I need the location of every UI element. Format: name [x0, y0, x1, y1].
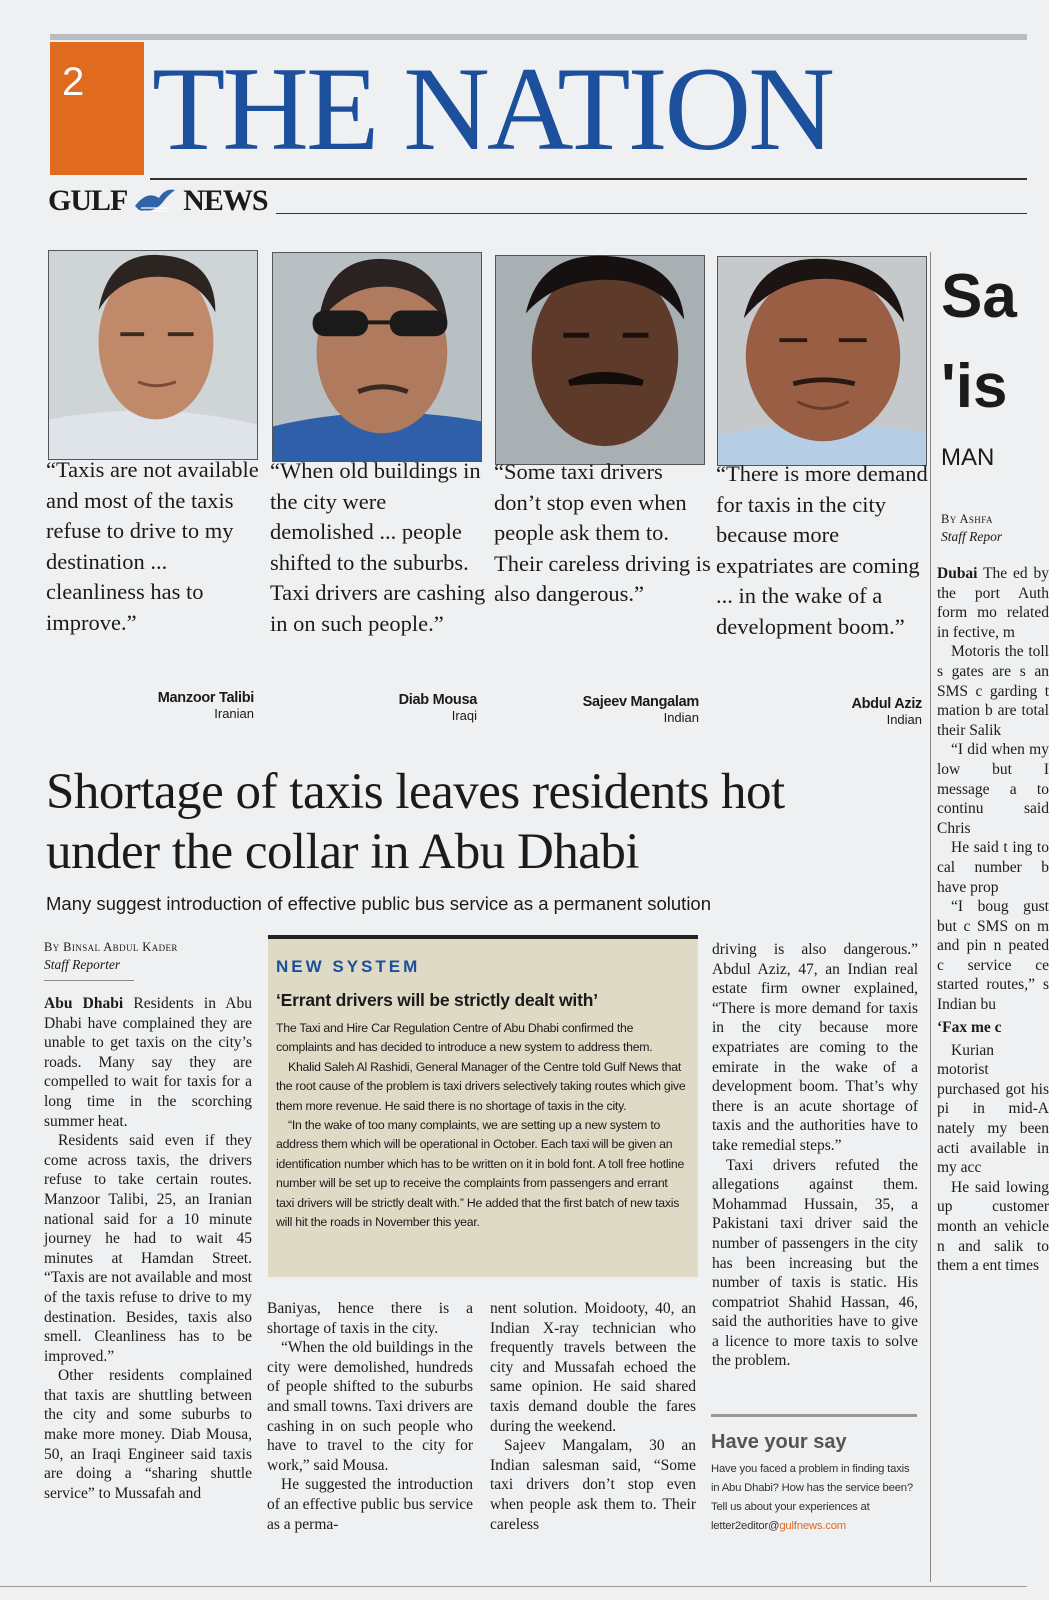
- brand-rule: [276, 213, 1027, 214]
- side-story-subhead: ‘Fax me c: [937, 1018, 1002, 1036]
- person-name: Sajeev Mangalam: [582, 694, 699, 710]
- section-rule: [150, 178, 1027, 180]
- byline-rule: [44, 980, 134, 981]
- paragraph: Other residents complained that taxis are shuttling between the city and some suburbs to make more money. Diab Mousa, 50, an Iraqi Engineer said taxis are doing a “sharing shuttle service” to Mussafah and: [44, 1367, 252, 1502]
- paragraph: Taxi drivers refuted the allegations against them. Mohammad Hussain, 35, a Pakistani taxi driver said the number of passengers in the city has been increasing but the number of taxis is static. His compatriot Shahid Hassan, 46, said the authorities have to give a licence to more taxis to solve the problem.: [712, 1156, 918, 1370]
- paragraph: Abu Dhabi Residents in Abu Dhabi have complained they are unable to get taxis on the city’s roads. Many say they are compelled to wait for taxis for a long time in the scorching summer heat.: [44, 995, 253, 1130]
- pullquote-2: “When old buildings in the city were demolished ... people shifted to the suburbs. Taxi drivers are cashing in on such people.”: [270, 458, 486, 636]
- paragraph: “When the old buildings in the city were demolished, hundreds of people shifted to the suburbs and small towns. Taxi drivers are cashing in on such people who have to travel to the city for work,” said Mousa.: [267, 1339, 473, 1474]
- have-your-say-box: [711, 1414, 917, 1536]
- attribution-3: [489, 694, 699, 725]
- new-system-box: [268, 935, 698, 1277]
- side-story-deck: MAN: [941, 444, 995, 471]
- attribution-1: [44, 690, 254, 721]
- box-paragraph: Khalid Saleh Al Rashidi, General Manager of the Centre told Gulf News that the root cause of the problem is taxi drivers selectively taking routes which give them more revenue. He said there is no shortage of taxis in the city.: [276, 1059, 686, 1113]
- article-column-2: [267, 1299, 473, 1534]
- pullquote-1: “Taxis are not available and most of the taxis refuse to drive to my destination ... cleanliness has to improve.”: [46, 457, 259, 635]
- paragraph: “I boug gust but c SMS on m and pin n peated c service ce started routes,” s Indian bu: [937, 898, 1049, 1014]
- paragraph: Dubai The ed by the port Auth form mo related in fective, m: [937, 565, 1049, 641]
- person-name: Manzoor Talibi: [157, 690, 254, 706]
- contact-email[interactable]: letter2editor@gulfnews.com: [711, 1520, 846, 1532]
- dateline: Abu Dhabi: [44, 995, 124, 1012]
- section-title: THE NATION: [152, 42, 832, 175]
- article-column-1: [44, 994, 252, 1503]
- have-your-say-text: Have you faced a problem in finding taxis in Abu Dhabi? How has the service been? Tell us about your experiences at letter2editor@gulfnews.com: [711, 1463, 913, 1532]
- pullquote-3: “Some taxi drivers don’t stop even when people ask them to. Their careless driving is also dangerous.”: [494, 459, 711, 606]
- brand-right: NEWS: [183, 184, 268, 217]
- paragraph: nent solution. Moidooty, 40, an Indian X-ray technician who frequently travels between the city and Mussafah echoed the same opinion. He said shared taxis demand double the fares during the weekend.: [490, 1300, 696, 1435]
- person-nationality: Indian: [886, 712, 922, 727]
- paragraph: Residents said even if they come across taxis, the drivers refuse to take certain routes. Manzoor Talibi, 25, an Iranian national said for a 10 minute journey he had to wait 45 minutes at Hamdan Street. “Taxis are not available and most of the taxis refuse to drive to my destination. Besides, taxis also smell. Cleanliness has to be improved.”: [44, 1132, 252, 1365]
- person-nationality: Iraqi: [451, 708, 477, 723]
- attribution-2: [267, 692, 477, 723]
- brand-logo: [48, 184, 268, 218]
- bottom-rule: [0, 1586, 1027, 1587]
- paragraph: Motoris the toll s gates are s an SMS c garding t mation b are total their Salik: [937, 643, 1049, 739]
- falcon-icon: [133, 186, 177, 216]
- byline: By Binsal Abdul Kader: [44, 940, 178, 954]
- side-story-headline: Sa 'is: [941, 262, 1017, 421]
- brand-left: GULF: [48, 184, 127, 217]
- box-body: [276, 1019, 688, 1232]
- paragraph: “I did when my low but I message a to continu said Chris: [937, 741, 1049, 837]
- article-column-4: [712, 940, 918, 1371]
- pullquote-4: “There is more demand for taxis in the city because more expatriates are coming ... in the wake of a development boom.”: [716, 461, 928, 639]
- page-number: 2: [50, 42, 144, 175]
- article-column-3: [490, 1299, 696, 1534]
- person-nationality: Iranian: [214, 706, 254, 721]
- paragraph: He said lowing up customer month an vehicle n and salik to them a ent times: [937, 1178, 1049, 1275]
- column-divider: [930, 252, 931, 1582]
- paragraph: driving is also dangerous.” Abdul Aziz, 47, an Indian real estate firm owner explained, “There is more demand for taxis in the city because more expatriates are coming to the emirate in the wake of a development boom. That’s why there is an acute shortage of taxis and the authorities have to take remedial steps.”: [712, 941, 918, 1154]
- have-your-say-title: Have your say: [711, 1431, 847, 1453]
- article-headline: Shortage of taxis leaves residents hot under the collar in Abu Dhabi: [46, 764, 785, 880]
- box-paragraph: “In the wake of too many complaints, we are setting up a new system to address them which will be operational in October. Each taxi will be given an identification number which has to be written on it in bold font. A toll free hotline number will be set up to receive the complaints from passengers and errant taxi drivers will be strictly dealt with.” He added that the first batch of new taxis will hit the roads in November this year.: [276, 1118, 685, 1230]
- side-story-column: [937, 564, 1049, 1594]
- box-title: ‘Errant drivers will be strictly dealt with’: [276, 990, 598, 1010]
- box-paragraph: The Taxi and Hire Car Regulation Centre of Abu Dhabi confirmed the complaints and has decided to introduce a new system to address them.: [276, 1021, 653, 1055]
- portrait-photo-1: [48, 250, 258, 460]
- paragraph: He suggested the introduction of an effective public bus service as a perma-: [267, 1476, 473, 1533]
- box-kicker: NEW SYSTEM: [276, 957, 421, 976]
- attribution-4: [712, 696, 922, 727]
- paragraph: Baniyas, hence there is a shortage of taxis in the city.: [267, 1300, 473, 1337]
- portrait-photo-3: [495, 255, 705, 465]
- paragraph: Sajeev Mangalam, 30 an Indian salesman said, “Some taxi drivers don’t stop even when people ask them to. Their careless: [490, 1437, 696, 1533]
- person-name: Diab Mousa: [398, 692, 477, 708]
- person-name: Abdul Aziz: [851, 696, 922, 712]
- paragraph: Kurian motorist purchased got his pi in mid-A nately my been acti available in my acc: [937, 1041, 1049, 1177]
- portrait-photo-2: [272, 252, 482, 462]
- portrait-photo-4: [717, 256, 927, 466]
- byline-role: Staff Reporter: [44, 957, 121, 972]
- article-deck: Many suggest introduction of effective public bus service as a permanent solution: [46, 893, 712, 914]
- byline-block: [44, 938, 254, 981]
- paragraph: He said t ing to cal number b have prop: [937, 839, 1049, 896]
- side-story-byline: By Ashfa Staff Repor: [941, 512, 1003, 544]
- person-nationality: Indian: [663, 710, 699, 725]
